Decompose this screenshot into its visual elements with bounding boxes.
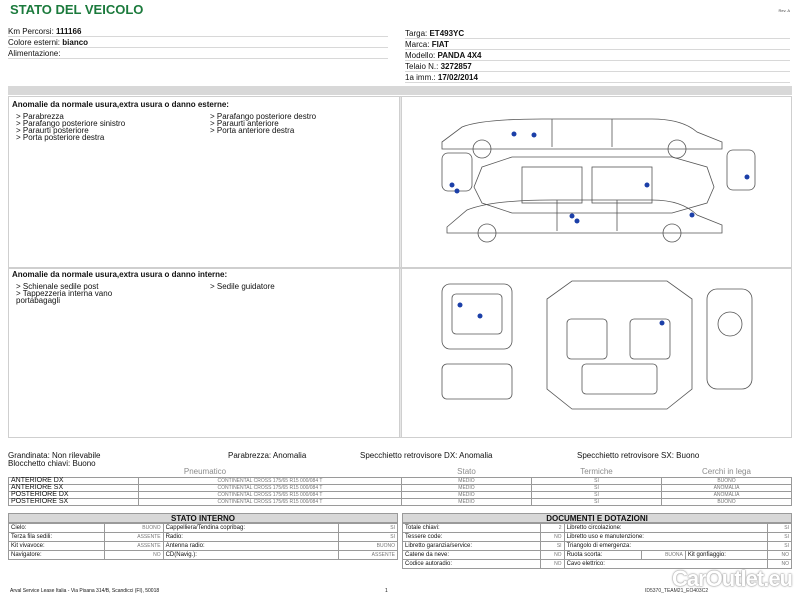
table-row <box>9 477 792 484</box>
cell-value: BUONA <box>642 551 686 560</box>
tyres-header-pneumatico: Pneumatico <box>9 468 402 477</box>
damage-marker <box>745 175 750 180</box>
tyre-rim: BUONO <box>662 477 792 484</box>
cell-value: NO <box>104 551 163 560</box>
tyre-position: POSTERIORE DX <box>9 491 139 498</box>
tyre-position: ANTERIORE DX <box>9 477 139 484</box>
fuel-row <box>8 48 388 59</box>
model-row <box>405 50 790 61</box>
cell-value: ASSENTE <box>104 542 163 551</box>
anomaly-item: > Parabrezza <box>16 112 64 121</box>
cell-value: NO <box>768 551 792 560</box>
tyre-position: POSTERIORE SX <box>9 498 139 505</box>
cell-value: 2 <box>540 524 564 533</box>
cell-value: BUONO <box>339 542 398 551</box>
cell-label: Antenna radio: <box>163 542 338 551</box>
tyre-rim: BUONO <box>662 498 792 505</box>
tyre-model: CONTINENTAL CROSS 175/65 R15 000/084 T <box>139 498 402 505</box>
cell-label: Radio: <box>163 533 338 542</box>
grandinata-status: Grandinata: Non rilevabile <box>8 451 101 460</box>
internal-title: Anomalie da normale usura,extra usura o danno interne: <box>12 270 228 279</box>
plate-label: Targa: <box>405 29 428 38</box>
internal-list-col1 <box>16 283 112 304</box>
tyre-model: CONTINENTAL CROSS 175/65 R15 000/084 T <box>139 491 402 498</box>
cell-value: SI <box>768 524 792 533</box>
damage-marker <box>450 183 455 188</box>
specchietto-dx-status: Specchietto retrovisore DX: Anomalia <box>360 451 493 460</box>
cell-value: ASSENTE <box>339 551 398 560</box>
tyres-table <box>8 468 792 506</box>
km-row <box>8 26 388 37</box>
brand-label: Marca: <box>405 40 430 49</box>
damage-marker <box>645 183 650 188</box>
color-value: bianco <box>62 38 89 47</box>
exterior-car-diagram <box>402 97 791 267</box>
damage-marker <box>690 213 695 218</box>
section-divider <box>8 86 792 95</box>
chassis-label: Telaio N.: <box>405 62 439 71</box>
documenti-table <box>402 523 792 569</box>
tyre-winter: SI <box>532 498 662 505</box>
cell-value: SI <box>339 533 398 542</box>
tyre-state: MEDIO <box>402 484 532 491</box>
table-row <box>9 484 792 491</box>
cell-value: ASSENTE <box>104 533 163 542</box>
damage-marker <box>575 219 580 224</box>
tyre-model: CONTINENTAL CROSS 175/65 R15 000/084 T <box>139 484 402 491</box>
table-row <box>403 551 792 560</box>
cell-value: NO <box>540 533 564 542</box>
chassis-value: 3272857 <box>440 62 472 71</box>
document-code: ID5370_TEAM21_EO403C2 <box>645 588 709 594</box>
chassis-row <box>405 61 790 72</box>
brand-value: FIAT <box>431 40 449 49</box>
table-row <box>9 533 398 542</box>
km-label: Km Percorsi: <box>8 27 54 36</box>
interior-car-diagram <box>402 269 791 437</box>
damage-marker <box>458 303 463 308</box>
tyres-header-termiche: Termiche <box>532 468 662 477</box>
internal-list-col2 <box>210 283 275 290</box>
documenti-title: DOCUMENTI E DOTAZIONI <box>402 513 792 523</box>
specchietto-sx-status: Specchietto retrovisore SX: Buono <box>577 451 700 460</box>
cell-label: Terza fila sedili: <box>9 533 105 542</box>
damage-marker <box>532 133 537 138</box>
cell-label: Codice autoradio: <box>403 560 541 569</box>
cell-label: Cavo elettrico: <box>564 560 768 569</box>
cell-value: SI <box>768 542 792 551</box>
anomaly-item: > Tappezzeria interna vano <box>16 289 113 298</box>
tyre-state: MEDIO <box>402 498 532 505</box>
tyre-winter: SI <box>532 477 662 484</box>
anomaly-item: > Paraurti posteriore <box>16 126 89 135</box>
damage-marker <box>512 132 517 137</box>
table-row <box>9 551 398 560</box>
registration-row <box>405 72 790 83</box>
model-label: Modello: <box>405 51 436 60</box>
plate-row <box>405 28 790 39</box>
cell-label: Cielo: <box>9 524 105 533</box>
fuel-label: Alimentazione: <box>8 49 61 58</box>
footer-company: Arval Service Lease Italia - Via Pisana 314/B, Scandicci (FI), 50018 <box>10 588 160 594</box>
page-title: STATO DEL VEICOLO <box>10 2 144 17</box>
tyre-model: CONTINENTAL CROSS 175/65 R15 000/084 T <box>139 477 402 484</box>
km-value: 111166 <box>56 27 82 36</box>
table-row <box>9 542 398 551</box>
parabrezza-status: Parabrezza: Anomalia <box>228 451 307 460</box>
cell-value: NO <box>540 560 564 569</box>
cell-label: Cappelliera/Tendina copribag: <box>163 524 338 533</box>
cell-label: Libretto garanzia/service: <box>403 542 541 551</box>
tyre-winter: SI <box>532 491 662 498</box>
color-label: Colore esterni: <box>8 38 61 47</box>
anomaly-item: > Paraurti anteriore <box>210 119 279 128</box>
revision-label: Rev. A <box>778 8 790 13</box>
anomaly-item: > Porta anteriore destra <box>210 126 295 135</box>
anomaly-item: > Porta posteriore destra <box>16 133 105 142</box>
table-row <box>9 524 398 533</box>
table-row <box>403 524 792 533</box>
cell-label: Navigatore: <box>9 551 105 560</box>
tyres-header-stato: Stato <box>402 468 532 477</box>
cell-value: SI <box>768 533 792 542</box>
registration-value: 17/02/2014 <box>437 73 478 82</box>
model-value: PANDA 4X4 <box>437 51 482 60</box>
cell-label: Triangolo di emergenza: <box>564 542 768 551</box>
damage-marker <box>660 321 665 326</box>
page-number: 1 <box>385 588 388 594</box>
tyre-winter: SI <box>532 484 662 491</box>
color-row <box>8 37 388 48</box>
table-row <box>9 491 792 498</box>
tyre-rim: ANOMALIA <box>662 484 792 491</box>
table-row <box>403 533 792 542</box>
tyre-state: MEDIO <box>402 477 532 484</box>
cell-value: NO <box>768 560 792 569</box>
external-list-col2 <box>210 113 316 134</box>
plate-value: ET493YC <box>429 29 465 38</box>
damage-marker <box>455 189 460 194</box>
cell-value: BUONO <box>104 524 163 533</box>
cell-label: Tessere code: <box>403 533 541 542</box>
cell-label: Catene da neve: <box>403 551 541 560</box>
tyre-position: ANTERIORE SX <box>9 484 139 491</box>
anomaly-item: portabagagli <box>16 296 61 305</box>
cell-value: SI <box>339 524 398 533</box>
damage-marker <box>478 314 483 319</box>
tyres-header-cerchi: Cerchi in lega <box>662 468 792 477</box>
anomaly-item: > Parafango posteriore sinistro <box>16 119 126 128</box>
blocchetto-status: Blocchetto chiavi: Buono <box>8 459 96 468</box>
external-list-col1 <box>16 113 125 141</box>
stato-interno-table <box>8 523 398 560</box>
registration-label: 1a imm.: <box>405 73 436 82</box>
watermark-logo: CarOutlet.eu <box>671 566 792 591</box>
anomaly-item: > Parafango posteriore destro <box>210 112 317 121</box>
cell-label: Libretto circolazione: <box>564 524 768 533</box>
stato-interno-title: STATO INTERNO <box>8 513 398 523</box>
anomaly-item: > Sedile guidatore <box>210 282 275 291</box>
external-title: Anomalie da normale usura,extra usura o danno esterne: <box>12 100 229 109</box>
cell-label: Totale chiavi: <box>403 524 541 533</box>
table-row <box>9 498 792 505</box>
anomaly-item: > Schienale sedile post <box>16 282 99 291</box>
cell-label: Kit gonfiaggio: <box>685 551 767 560</box>
cell-label: Kit vivavoce: <box>9 542 105 551</box>
tyre-rim: ANOMALIA <box>662 491 792 498</box>
tyre-state: MEDIO <box>402 491 532 498</box>
cell-label: Ruota scorta: <box>564 551 642 560</box>
cell-value: NO <box>540 551 564 560</box>
damage-marker <box>570 214 575 219</box>
cell-label: CD(Navig.): <box>163 551 338 560</box>
cell-label: Libretto uso e manutenzione: <box>564 533 768 542</box>
table-row <box>403 542 792 551</box>
brand-row <box>405 39 790 50</box>
cell-value: SI <box>540 542 564 551</box>
